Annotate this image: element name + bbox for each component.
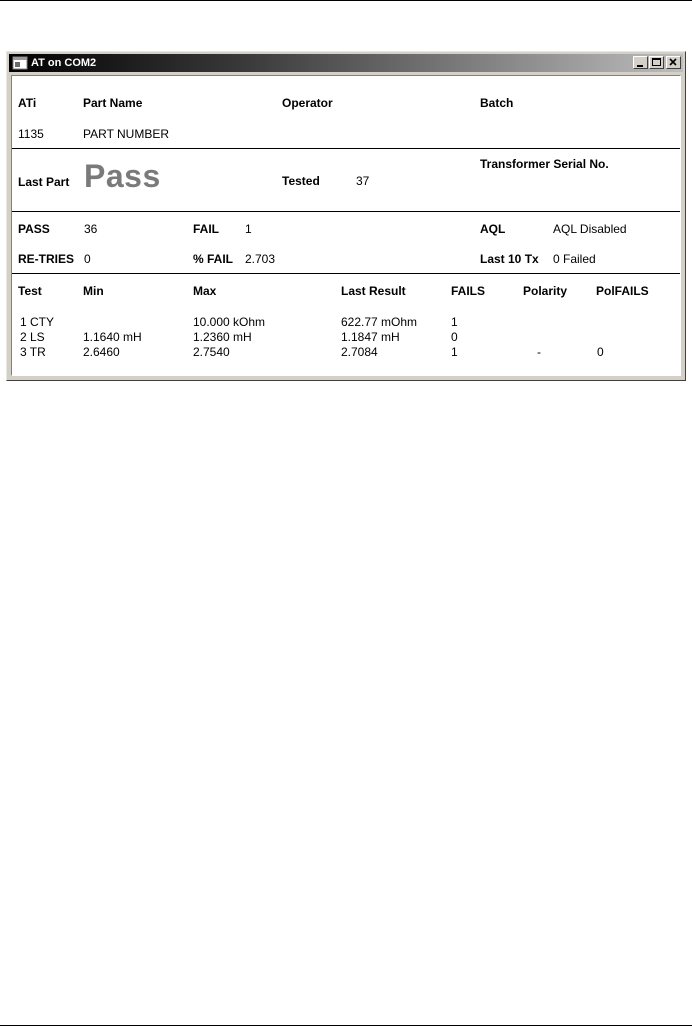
ati-value: 1135: [18, 127, 44, 141]
divider-info: [12, 148, 680, 149]
title-bar[interactable]: [9, 54, 683, 72]
aql-value: AQL Disabled: [553, 222, 627, 236]
table-row-3-polarity: -: [537, 345, 541, 359]
table-row-2-last-result: 1.1847 mH: [341, 330, 400, 344]
table-row-3-last-result: 2.7084: [341, 345, 378, 359]
at-monitor-window: [6, 51, 686, 381]
close-icon: [667, 57, 680, 68]
minimize-button[interactable]: [633, 56, 648, 69]
divider-last-part: [12, 211, 680, 212]
table-row-2-min: 1.1640 mH: [83, 330, 142, 344]
last-10-tx-value: 0 Failed: [553, 252, 596, 266]
table-row-1-test: 1 CTY: [20, 315, 55, 329]
close-button[interactable]: [666, 56, 681, 69]
transformer-serial-label: Transformer Serial No.: [480, 157, 609, 171]
part-name-label: Part Name: [83, 96, 143, 110]
minimize-icon: [634, 57, 647, 68]
window-title: AT on COM2: [31, 57, 97, 69]
table-row-1-last-result: 622.77 mOhm: [341, 315, 418, 329]
fail-count-value: 1: [245, 222, 252, 236]
part-name-value: PART NUMBER: [83, 127, 170, 141]
tested-label: Tested: [282, 174, 320, 188]
batch-label: Batch: [480, 96, 514, 110]
col-min-header: Min: [83, 284, 104, 298]
col-last-result-header: Last Result: [341, 284, 406, 298]
pass-count-value: 36: [84, 222, 98, 236]
col-polarity-header: Polarity: [523, 284, 568, 298]
table-row-3-test: 3 TR: [20, 345, 46, 359]
table-row-3-max: 2.7540: [193, 345, 230, 359]
status-panel: [11, 75, 681, 376]
maximize-button[interactable]: [649, 56, 664, 69]
table-row-3-min: 2.6460: [83, 345, 120, 359]
page-top-rule: [0, 0, 692, 1]
table-row-2-test: 2 LS: [20, 330, 45, 344]
table-row-2-max: 1.2360 mH: [193, 330, 252, 344]
last-10-tx-label: Last 10 Tx: [480, 252, 539, 266]
table-row-1-max: 10.000 kOhm: [193, 315, 266, 329]
fail-count-label: FAIL: [193, 222, 219, 236]
ati-label: ATi: [18, 96, 37, 110]
table-row-3-fails: 1: [451, 345, 458, 359]
percent-fail-value: 2.703: [245, 252, 276, 266]
last-part-label: Last Part: [18, 175, 70, 189]
col-polfails-header: PolFAILS: [596, 284, 649, 298]
last-part-result: Pass: [84, 158, 161, 194]
aql-label: AQL: [480, 222, 506, 236]
pass-count-label: PASS: [18, 222, 50, 236]
table-row-1-fails: 1: [451, 315, 458, 329]
maximize-icon: [650, 57, 663, 68]
tested-value: 37: [356, 174, 370, 188]
col-max-header: Max: [193, 284, 217, 298]
percent-fail-label: % FAIL: [193, 252, 234, 266]
retries-value: 0: [84, 252, 91, 266]
table-row-2-fails: 0: [451, 330, 458, 344]
divider-stats: [12, 273, 680, 274]
page-bottom-rule: [0, 1025, 692, 1026]
table-row-3-polfails: 0: [597, 345, 604, 359]
col-test-header: Test: [18, 284, 42, 298]
retries-label: RE-TRIES: [18, 252, 75, 266]
operator-label: Operator: [282, 96, 333, 110]
app-window-icon: [12, 56, 28, 70]
col-fails-header: FAILS: [451, 284, 486, 298]
